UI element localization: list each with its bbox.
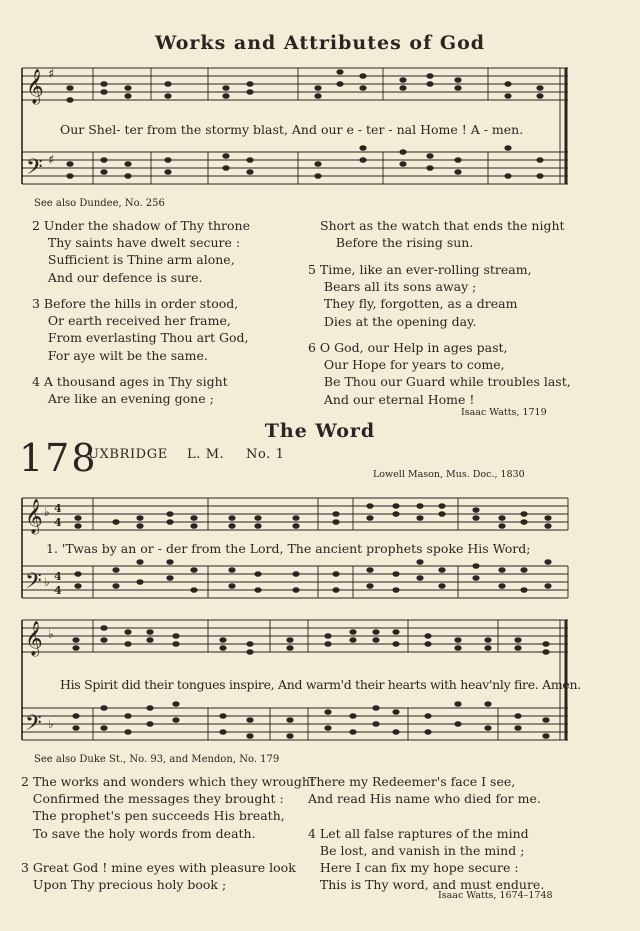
svg-text:4: 4 [54,502,62,515]
svg-text:𝄢: 𝄢 [26,155,43,185]
verse-5: 5 Time, like an ever-rolling stream, Bears all its sons away ; They fly, forgotten, as a dream Dies at the opening day. [308,262,532,329]
verse-2: 2 Under the shadow of Thy throne Thy saints have dwelt secure : Sufficient is Thine arm alone, And our defence is sure. [32,218,250,285]
meter: L. M. [187,447,225,462]
page-section-title: Works and Attributes of God [154,32,486,54]
see-also-note: See also Dundee, No. 256 [34,198,165,209]
svg-text:𝄞: 𝄞 [25,499,43,534]
svg-text:♯: ♯ [48,153,55,168]
svg-text:𝄢: 𝄢 [25,569,42,599]
verses-3-4-continued: There my Redeemer's face I see, And read His name who died for me. 4 Let all false raptures of the mind Be lost, and vanish in the mind ; Here I can fix my hope secure : This is Thy word, and must endure. [308,774,545,893]
composer-credit: Lowell Mason, Mus. Doc., 1830 [373,469,525,480]
svg-text:𝄢: 𝄢 [25,711,42,741]
lyric-line-1: 1. 'Twas by an or - der from the Lord, The ancient prophets spoke His Word; [46,541,531,556]
author-credit: Isaac Watts, 1719 [461,407,547,418]
hymn-number: 178 [19,436,98,480]
svg-text:♯: ♯ [48,67,55,82]
svg-text:𝄞: 𝄞 [25,621,43,656]
lyric-line: Our Shel- ter from the stormy blast, And our e - ter - nal Home ! A - men. [60,122,524,137]
tune-name: UXBRIDGE [88,447,168,462]
verse-3: 3 Before the hills in order stood, Or earth received her frame, From everlasting Thou art God, For aye wilt be the same. [32,296,249,363]
section-title: The Word [264,420,376,442]
verse-4: 4 A thousand ages in Thy sight Are like an evening gone ; [32,374,228,407]
author-credit-178: Isaac Watts, 1674–1748 [438,890,553,901]
tune-number: No. 1 [246,447,285,462]
svg-text:♭: ♭ [44,575,50,589]
see-also-note-178: See also Duke St., No. 93, and Mendon, No. 179 [34,754,280,765]
svg-text:♭: ♭ [44,505,50,519]
svg-text:4: 4 [54,570,62,583]
verse-4-continued: Short as the watch that ends the night Before the rising sun. [320,218,565,251]
svg-text:4: 4 [54,584,62,597]
lyric-line-2: His Spirit did their tongues inspire, And warm'd their hearts with heav'nly fire. Amen. [60,677,581,692]
svg-text:4: 4 [54,516,62,529]
verse-6: 6 O God, our Help in ages past, Our Hope for years to come, Be Thou our Guard while troubles last, And our eternal Home ! [308,340,571,407]
svg-text:♭: ♭ [48,717,54,731]
verses-2-3: 2 The works and wonders which they wrought Confirmed the messages they brought : The prophet's pen succeeds His breath, To save the holy words from death. 3 Great God ! mine eyes with pleasure look Upon Thy precious holy book ; [21,774,315,893]
svg-text:♭: ♭ [48,627,54,641]
svg-text:𝄞: 𝄞 [26,69,44,104]
